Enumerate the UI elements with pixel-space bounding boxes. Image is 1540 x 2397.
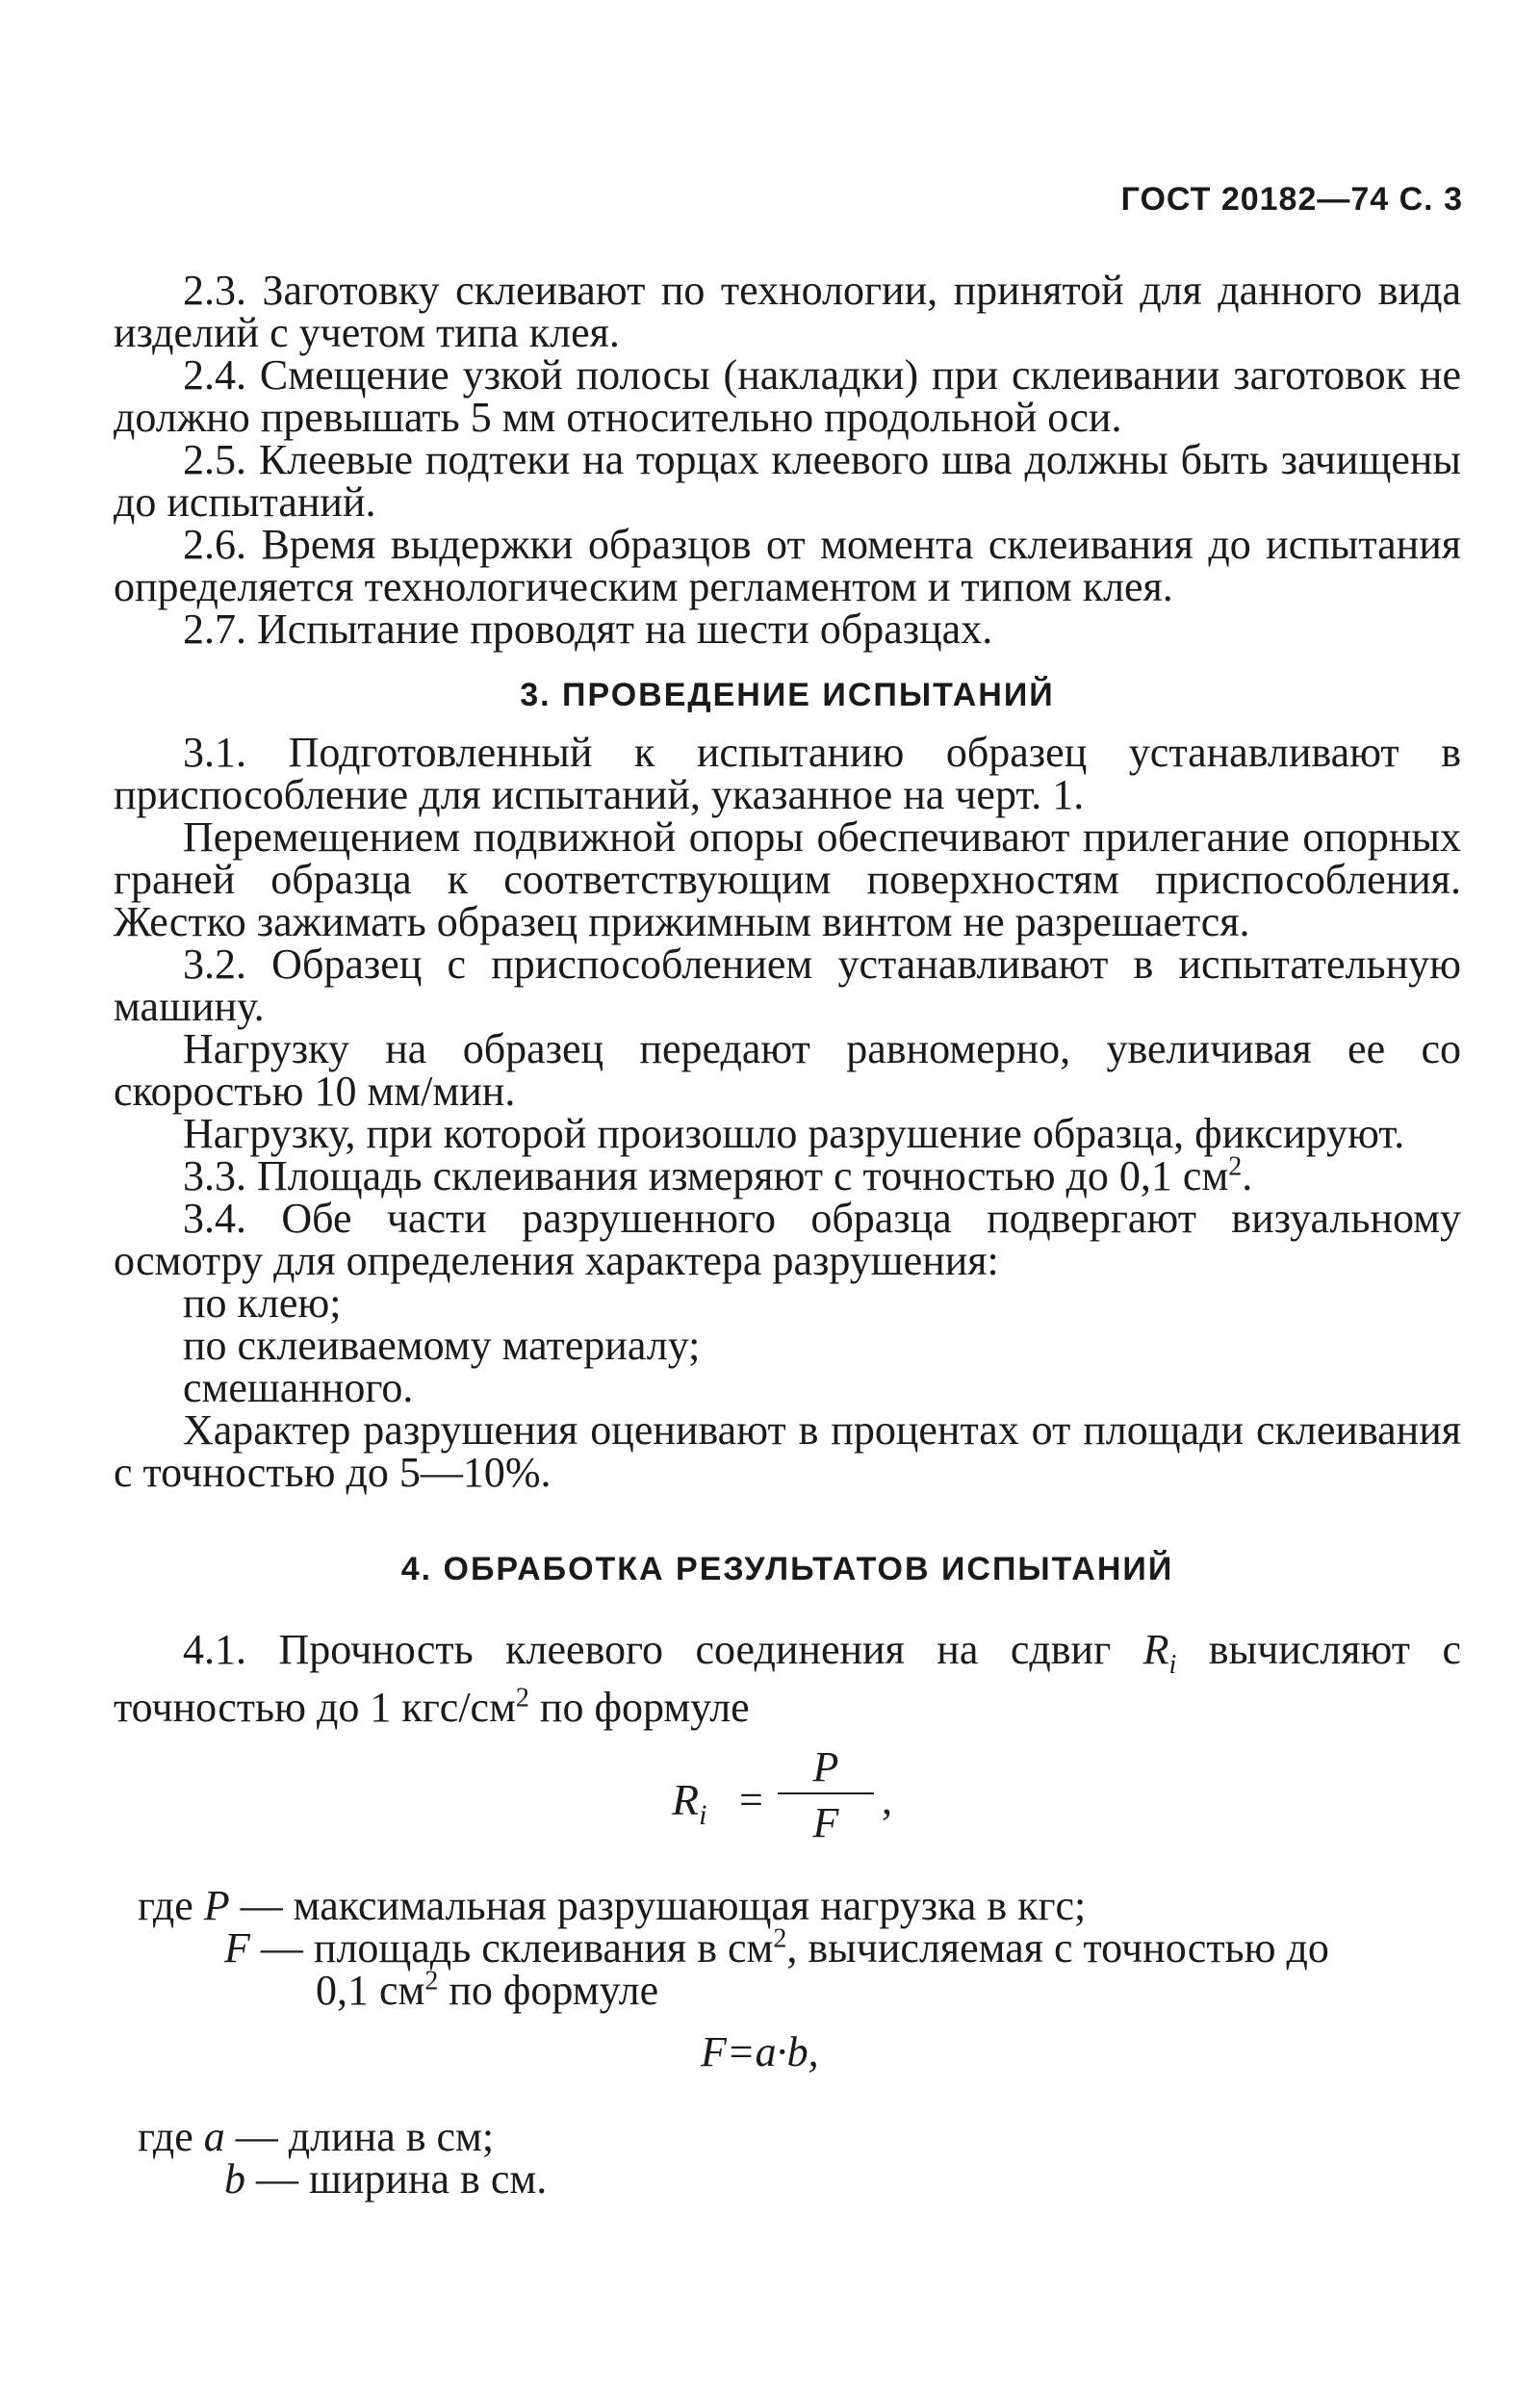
period: . — [1242, 1152, 1253, 1199]
document-body — [114, 267, 1461, 2203]
formula-equals: = — [739, 1775, 763, 1823]
paragraph-3-2-fix: Нагрузку, при которой произошло разрушение образца, фиксируют. — [183, 1110, 1405, 1157]
paragraph-4-1-a: 4.1. Прочность клеевого соединения на сдвиг — [183, 1626, 1143, 1673]
paragraph-3-3 — [114, 1151, 1461, 1199]
where-f-continued — [114, 1966, 1461, 2014]
paragraph-2-5: 2.5. Клеевые подтеки на торцах клеевого шва должны быть зачищены до испытаний. — [114, 436, 1461, 526]
superscript: 2 — [1228, 1151, 1243, 1182]
paragraph-3-4: 3.4. Обе части разрушенного образца подвергают визуальному осмотру для определения характера разрушения: — [114, 1195, 1461, 1284]
formula-lhs-var: R — [672, 1774, 700, 1824]
section-3-heading: 3. ПРОВЕДЕНИЕ ИСПЫТАНИЙ — [520, 677, 1055, 713]
variable-f: F — [224, 1923, 250, 1972]
where-b-text: — ширина в см. — [245, 2154, 548, 2203]
where-lead: где — [138, 1881, 204, 1929]
paragraph-3-2: 3.2. Образец с приспособлением устанавливают в испытательную машину. — [114, 941, 1461, 1030]
where-f-text: — площадь склеивания в см — [249, 1923, 774, 1972]
formula-lhs — [672, 1774, 707, 1837]
where-a-text: — длина в см; — [224, 2112, 495, 2160]
paragraph-2-3: 2.3. Заготовку склеивают по технологии, принятой для данного вида изделий с учетом типа клея. — [114, 267, 1461, 356]
where-f-cont-text: 0,1 см — [316, 1966, 425, 2014]
formula-numerator: P — [812, 1742, 839, 1791]
formula-strength — [114, 1742, 1461, 1852]
formula-denominator: F — [812, 1798, 839, 1846]
paragraph-4-1 — [114, 1626, 1461, 1731]
paragraph-3-1: 3.1. Подготовленный к испытанию образец устанавливают в приспособление для испытаний, указанное на черт. 1. — [114, 729, 1461, 818]
where-b — [114, 2154, 1461, 2203]
where-lead: где — [138, 2112, 204, 2160]
variable-a: a — [203, 2112, 225, 2160]
subscript: i — [1168, 1649, 1177, 1680]
paragraph-4-1-b: вычисляют с точностью до 1 кгс/см — [114, 1626, 1461, 1731]
superscript: 2 — [773, 1923, 787, 1954]
variable-r: R — [1142, 1626, 1169, 1673]
where-f-cont-text-2: по формуле — [438, 1966, 659, 2014]
formula-fraction — [778, 1742, 874, 1846]
superscript: 2 — [424, 1966, 439, 1997]
paragraph-3-1-continued: Перемещением подвижной опоры обеспечивают прилегание опорных граней образца к соответствующим поверхностям приспособления. Жестко зажимать образец прижимным винтом не разрешается. — [114, 813, 1461, 945]
where-f — [114, 1923, 1461, 1972]
page-header: ГОСТ 20182—74 С. 3 — [1120, 181, 1463, 218]
where-a — [114, 2112, 1461, 2160]
paragraph-2-6: 2.6. Время выдержки образцов от момента склеивания до испытания определяется технологическим регламентом и типом клея. — [114, 521, 1461, 610]
where-p — [114, 1881, 1461, 1929]
paragraph-2-7: 2.7. Испытание проводят на шести образцах. — [183, 606, 993, 653]
list-item: по склеиваемому материалу; — [183, 1322, 701, 1369]
paragraph-3-4-character: Характер разрушения оценивают в процентах от площади склеивания с точностью до 5—10%. — [114, 1406, 1461, 1496]
paragraph-3-3-text: 3.3. Площадь склеивания измеряют с точностью до 0,1 см — [183, 1152, 1229, 1199]
formula-lhs-sub: i — [699, 1798, 707, 1831]
paragraph-3-2-load: Нагрузку на образец передают равномерно, увеличивая ее со скоростью 10 мм/мин. — [114, 1025, 1461, 1115]
variable-b: b — [224, 2154, 245, 2203]
list-item: смешанного. — [183, 1364, 414, 1411]
formula-comma: , — [882, 1775, 892, 1823]
where-p-text: — максимальная разрушающая нагрузка в кгс; — [229, 1881, 1087, 1929]
fraction-bar — [778, 1792, 874, 1794]
section-4-heading: 4. ОБРАБОТКА РЕЗУЛЬТАТОВ ИСПЫТАНИЙ — [400, 1551, 1174, 1587]
where-f-text-2: , вычисляемая с точностью до — [786, 1923, 1329, 1972]
list-item: по клею; — [183, 1279, 342, 1327]
superscript: 2 — [515, 1683, 529, 1714]
variable-p: P — [203, 1881, 230, 1929]
formula-area: F=a·b, — [701, 2027, 819, 2075]
paragraph-2-4: 2.4. Смещение узкой полосы (накладки) при склеивании заготовок не должно превышать 5 мм относительно продольной оси. — [114, 351, 1461, 441]
paragraph-4-1-c: по формуле — [528, 1683, 750, 1731]
